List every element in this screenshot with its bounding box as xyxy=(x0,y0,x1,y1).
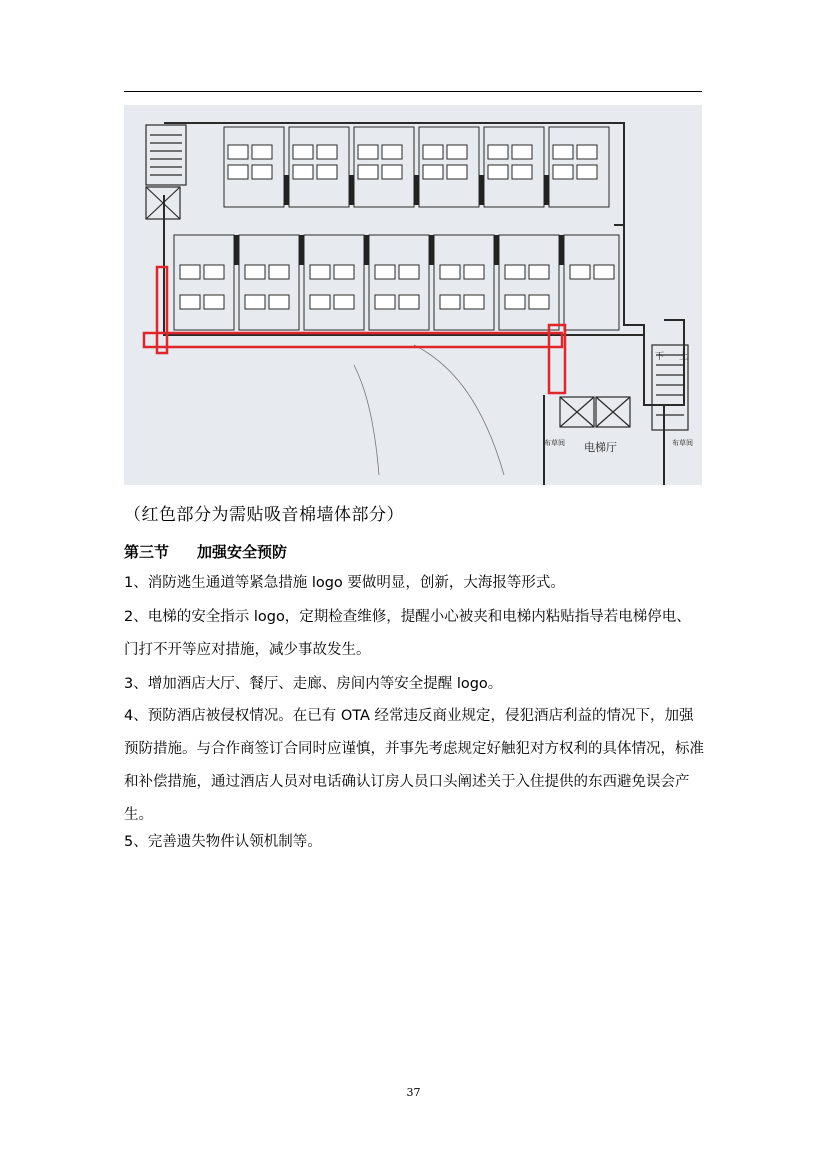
section-number: 第三节 xyxy=(124,543,170,561)
section-heading xyxy=(124,541,287,562)
floor-plan-figure xyxy=(124,105,702,485)
paragraph-5: 5、完善遗失物件认领机制等。 xyxy=(124,834,322,850)
section-title: 加强安全预防 xyxy=(197,543,288,561)
paragraph-3: 3、增加酒店大厅、餐厅、走廊、房间内等安全提醒 logo。 xyxy=(124,676,503,692)
figure-caption: （红色部分为需贴吸音棉墙体部分） xyxy=(124,505,404,525)
stair-up-label: 上 xyxy=(679,352,689,362)
paragraph-2: 2、电梯的安全指示 logo，定期检查维修，提醒小心被夹和电梯内粘贴指导若电梯停电、门打不开等应对措施，减少事故发生。 xyxy=(124,609,691,658)
page-number: 37 xyxy=(406,1086,421,1099)
elevator-hall-label: 电梯厅 xyxy=(584,441,617,454)
linen-room-right-label: 布草间 xyxy=(672,439,693,447)
floor-plan-drawing xyxy=(124,105,702,485)
paragraph-1: 1、消防逃生通道等紧急措施 logo 要做明显，创新，大海报等形式。 xyxy=(124,575,565,591)
paragraph-4: 4、预防酒店被侵权情况。在已有 OTA 经常违反商业规定，侵犯酒店利益的情况下，加强预防措施。与合作商签订合同时应谨慎，并事先考虑规定好触犯对方权利的具体情况，标准和补偿措施，通过酒店人员对电话确认订房人员口头阐述关于入住提供的东西避免误会产生。 xyxy=(124,708,704,823)
linen-room-left-label: 布草间 xyxy=(544,439,565,447)
header-rule xyxy=(124,91,702,92)
stair-down-label: 下 xyxy=(655,352,665,362)
